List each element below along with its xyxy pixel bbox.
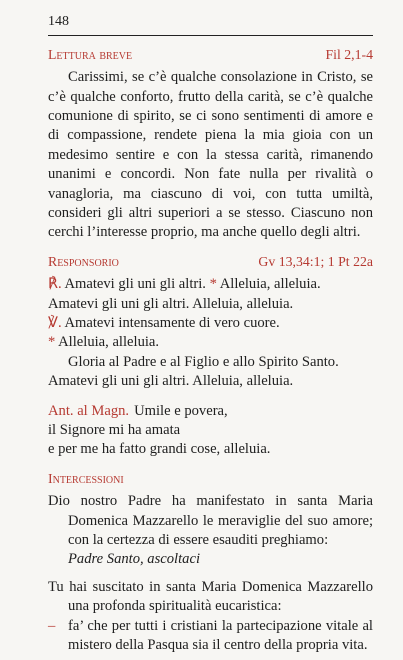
intercessioni-title: Intercessioni [48,470,124,486]
lettura-breve-text: Carissimi, se c’è qualche consolazione in Cristo, se c’è qualche conforto, frutto della carità, se c’è qualche comunione di spirito, se ci sono sentimenti di amore e di compassione, rendete piena la mia gioia con un medesimo sentire e con la stessa carità, rimanendo unanimi e concordi. Non fate nulla per rivalità o vanagloria, ma ciascuno di voi, con tutta umiltà, consideri gli altri superiori a se stesso. Ciascuno non cerchi l’interesse proprio, ma anche quello degli altri. [48,69,373,241]
antifona-line [48,402,373,421]
page-number: 148 [48,14,69,29]
responsorio-line [48,372,373,391]
intercession-petition [48,617,373,656]
versicle-mark: ℣. [48,314,62,331]
responsorio-text: Alleluia, alleluia. [216,276,321,293]
intercession-text: Dio nostro Padre ha manifestato in santa Maria Domenica Mazzarello le meraviglie del suo amore; con la certezza di essere esauditi preghiamo: [48,493,373,548]
asterisk-mark: * [209,276,217,293]
dash-mark: – [48,617,56,634]
responsorio-header [48,253,373,271]
intercessioni-section [48,470,373,656]
antifona-section [48,402,373,460]
responsorio-text: Amatevi gli uni gli altri. Alleluia, alleluia. [48,373,294,390]
responsorio-line [48,353,373,372]
petition-text: fa’ che per tutti i cristiani la partecipazione vitale al mistero della Pasqua sia il centro della propria vita. [68,617,373,653]
responsorio-line [48,314,373,333]
antifona-line [48,440,373,459]
responsorio-text: Alleluia, alleluia. [55,334,160,351]
responsorio-text: Gloria al Padre e al Figlio e allo Spirito Santo. [68,353,339,370]
lettura-breve-reference: Fil 2,1-4 [325,46,373,62]
intercession-text: Tu hai suscitato in santa Maria Domenica Mazzarello una profonda spiritualità eucaristica: [48,578,373,615]
responsorio-title: Responsorio [48,253,119,269]
intercession-intro [48,492,373,570]
responsorio-section [48,253,373,392]
responsorio-text: Amatevi intensamente di vero cuore. [61,314,280,331]
lettura-breve-header [48,46,373,64]
antifona-label: Ant. al Magn. [48,402,130,419]
asterisk-mark: * [48,334,56,351]
responsorio-text: Amatevi gli uni gli altri. Alleluia, alleluia. [48,295,294,312]
intercession-item [48,578,373,617]
response-mark: ℟. [48,276,62,293]
responsorio-line [48,333,373,352]
lettura-breve-title: Lettura breve [48,46,133,62]
responsorio-line [48,275,373,294]
header-rule [48,35,373,36]
responsorio-line [48,295,373,314]
antifona-text: e per me ha fatto grandi cose, alleluia. [48,441,271,458]
intercession-response: Padre Santo, ascoltaci [68,551,200,568]
responsorio-reference: Gv 13,34:1; 1 Pt 22a [258,253,373,269]
antifona-text: il Signore mi ha amata [48,421,181,438]
responsorio-text: Amatevi gli uni gli altri. [61,276,210,293]
lettura-breve-section [48,46,373,243]
antifona-line [48,421,373,440]
antifona-text: Umile e povera, [134,402,228,419]
